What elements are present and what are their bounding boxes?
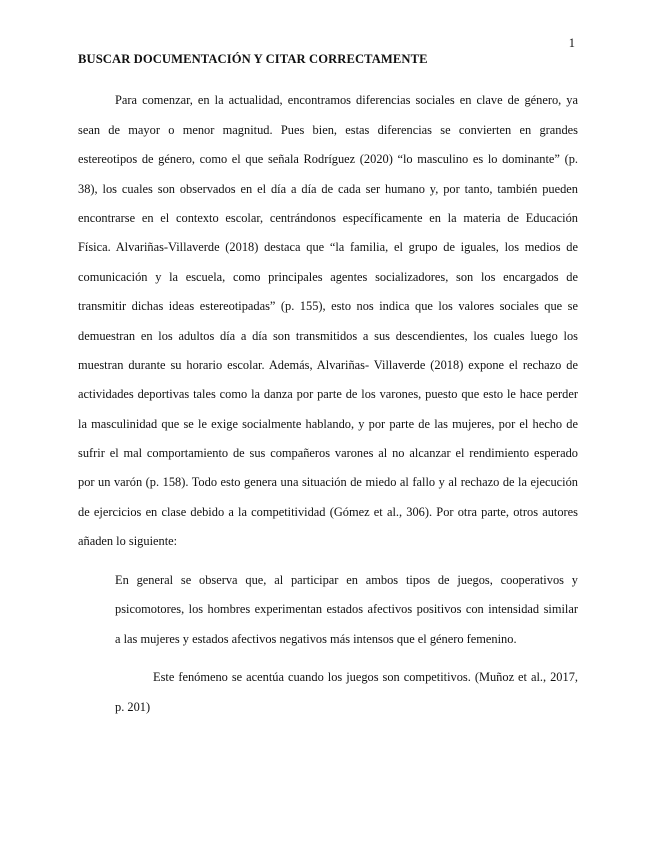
paragraph-line: comunicación y la escuela, como principales agentes socializadores, son los encargados de bbox=[78, 270, 578, 284]
paragraph-line: la masculinidad que se le exige socialmente hablando, y por parte de las mujeres, por el hecho de bbox=[78, 417, 578, 431]
paragraph-line: sufrir el mal comportamiento de sus compañeros varones al no alcanzar el rendimiento esperado bbox=[78, 446, 578, 460]
page-number: 1 bbox=[568, 36, 575, 50]
paragraph-line: por un varón (p. 158). Todo esto genera una situación de miedo al fallo y al rechazo de la ejecución bbox=[78, 475, 578, 489]
paragraph-line: 38), los cuales son observados en el día a día de cada ser humano y, por tanto, también pueden bbox=[78, 182, 578, 196]
paragraph-line: sean de mayor o menor magnitud. Pues bien, estas diferencias se convierten en grandes bbox=[78, 123, 578, 137]
document-title: BUSCAR DOCUMENTACIÓN Y CITAR CORRECTAMENTE bbox=[78, 52, 428, 66]
paragraph-line: encontrarse en el contexto escolar, centrándonos específicamente en la materia de Educación bbox=[78, 211, 578, 225]
paragraph-line: de ejercicios en clase debido a la competitividad (Gómez et al., 306). Por otra parte, otros autores bbox=[78, 505, 578, 519]
paragraph-line: demuestran en los adultos día a día son transmitidos a sus descendientes, los cuales luego los bbox=[78, 329, 578, 343]
quote-line: psicomotores, los hombres experimentan estados afectivos positivos con intensidad similar bbox=[115, 602, 578, 616]
paragraph-line: estereotipos de género, como el que señala Rodríguez (2020) “lo masculino es lo dominante” (p. bbox=[78, 152, 578, 166]
paragraph-line: actividades deportivas tales como la danza por parte de los varones, puesto que esto le hace perder bbox=[78, 387, 578, 401]
paragraph-line: transmitir dichas ideas estereotipadas” (p. 155), esto nos indica que los valores sociales que se bbox=[78, 299, 578, 313]
paragraph-line: añaden lo siguiente: bbox=[78, 534, 178, 548]
quote-line: a las mujeres y estados afectivos negativos más intensos que el género femenino. bbox=[115, 632, 517, 646]
quote-line: Este fenómeno se acentúa cuando los juegos son competitivos. (Muñoz et al., 2017, bbox=[153, 670, 578, 684]
paragraph-line: Para comenzar, en la actualidad, encontramos diferencias sociales en clave de género, ya bbox=[115, 93, 578, 107]
quote-line: En general se observa que, al participar en ambos tipos de juegos, cooperativos y bbox=[115, 573, 578, 587]
paragraph-line: Física. Alvariñas-Villaverde (2018) destaca que “la familia, el grupo de iguales, los medios de bbox=[78, 240, 578, 254]
paragraph-line: muestran durante su horario escolar. Además, Alvariñas- Villaverde (2018) expone el rechazo de bbox=[78, 358, 578, 372]
quote-line: p. 201) bbox=[115, 700, 151, 714]
